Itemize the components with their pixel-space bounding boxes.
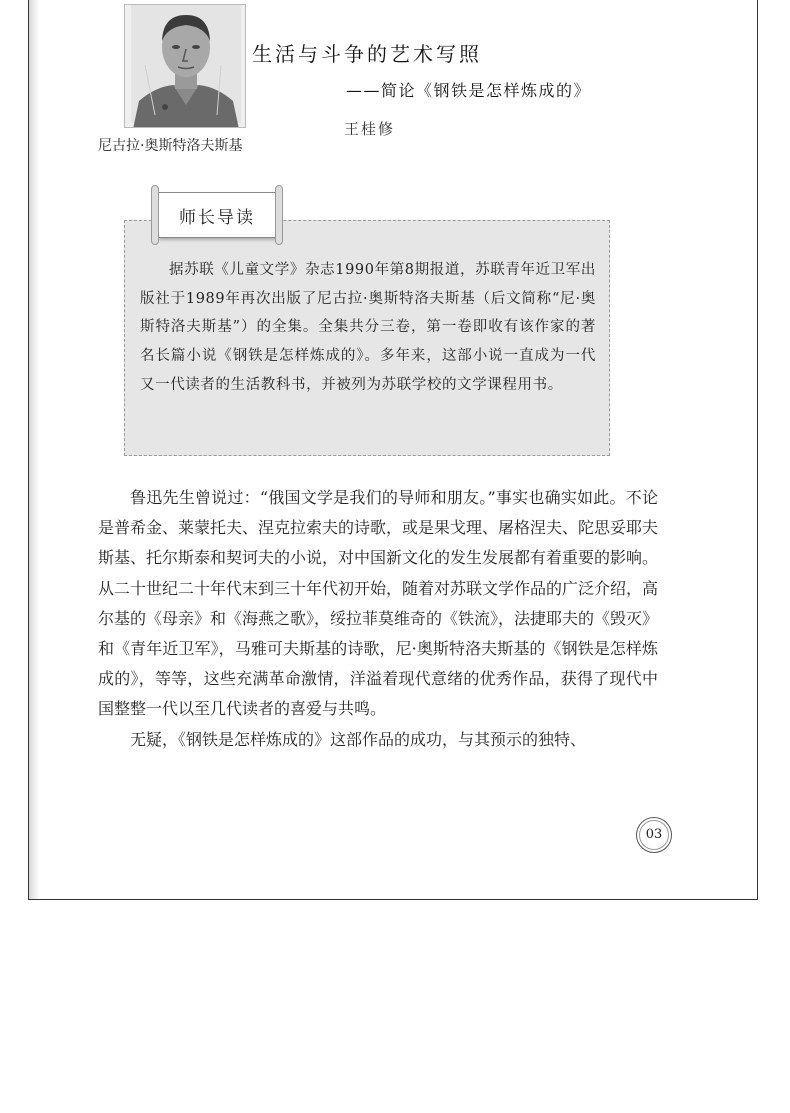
body-paragraph: 鲁迅先生曾说过：“俄国文学是我们的导师和朋友。”事实也确实如此。不论是普希金、莱蒙托夫、涅克拉索夫的诗歌，或是果戈理、屠格涅夫、陀思妥耶夫斯基、托尔斯泰和契诃夫的小说，对中国新文化的发生发展都有着重要的影响。从二十世纪二十年代末到三十年代初开始，随着对苏联文学作品的广泛介绍，高尔基的《母亲》和《海燕之歌》，绥拉菲莫维奇的《铁流》，法捷耶夫的《毁灭》和《青年近卫军》，马雅可夫斯基的诗歌，尼·奥斯特洛夫斯基的《钢铁是怎样炼成的》，等等，这些充满革命激情，洋溢着现代意绪的优秀作品，获得了现代中国整整一代以至几代读者的喜爱与共鸣。 <box>98 488 659 719</box>
article-author: 王桂修 <box>344 120 396 138</box>
guide-reading-label: 师长导读 <box>179 208 255 228</box>
portrait-caption: 尼古拉·奥斯特洛夫斯基 <box>98 138 243 154</box>
page-spine-shadow <box>29 0 39 899</box>
guide-reading-tab <box>158 192 276 238</box>
article-body <box>98 483 658 755</box>
guide-reading-text: 据苏联《儿童文学》杂志1990年第8期报道，苏联青年近卫军出版社于1989年再次出版了尼古拉·奥斯特洛夫斯基（后文简称“尼·奥斯特洛夫斯基”）的全集。全集共分三卷，第一卷即收有该作家的著名长篇小说《钢铁是怎样炼成的》。多年来，这部小说一直成为一代又一代读者的生活教科书，并被列为苏联学校的文学课程用书。 <box>140 262 596 393</box>
author-portrait <box>124 4 246 128</box>
article-subtitle: ——简论《钢铁是怎样炼成的》 <box>346 81 592 100</box>
body-paragraph: 无疑，《钢铁是怎样炼成的》这部作品的成功，与其预示的独特、 <box>130 729 587 749</box>
article-title: 生活与斗争的艺术写照 <box>252 42 482 66</box>
page-number: 03 <box>636 817 672 853</box>
